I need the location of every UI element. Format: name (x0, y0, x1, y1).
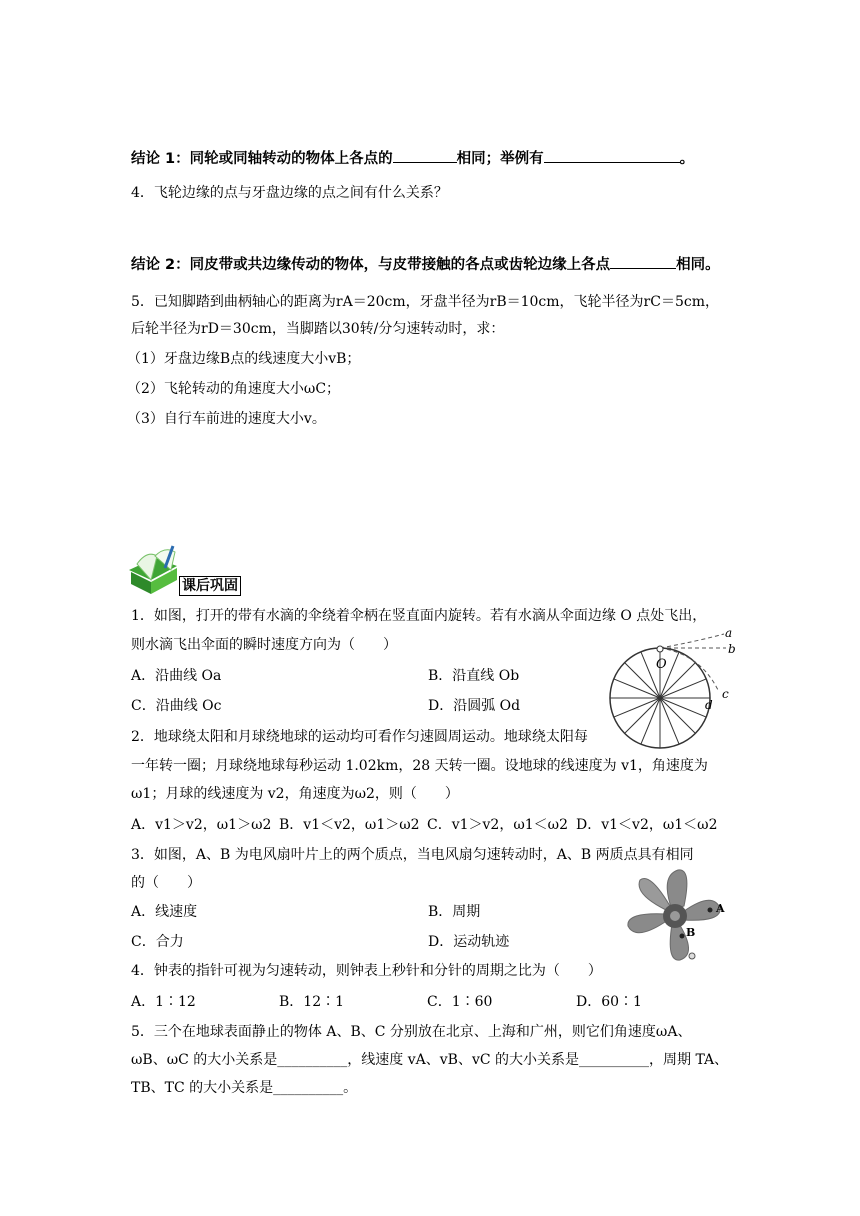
p3-option-d: D．运动轨迹 (428, 934, 510, 950)
p1-option-d: D．沿圆弧 Od (428, 698, 521, 714)
p4-option-b: B．12∶1 (279, 994, 345, 1010)
label-A: A (716, 902, 725, 915)
p2-option-d: D．v1＜v2，ω1＜ω2 (576, 817, 718, 833)
blank (610, 254, 676, 269)
question-5-line1: 5．已知脚踏到曲柄轴心的距离为rA＝20cm，牙盘半径为rB＝10cm，飞轮半径为rC＝5cm， (131, 294, 719, 310)
p2-line-3: ω1；月球的线速度为 v2，角速度为ω2，则（ ） (131, 786, 459, 802)
p4-stem: 4．钟表的指针可视为匀速转动，则钟表上秒针和分针的周期之比为（ ） (131, 963, 602, 979)
p2-option-b: B．v1＜v2，ω1＞ω2 (279, 817, 420, 833)
umbrella-spoke (625, 663, 660, 698)
blank (544, 148, 680, 163)
label-B: B (686, 926, 696, 939)
p3-option-a: A．线速度 (131, 904, 198, 920)
p4-option-d: D．60∶1 (576, 994, 642, 1010)
p2-line-2: 一年转一圈；月球绕地球每秒运动 1.02km，28 天转一圈。设地球的线速度为 v1，角速度为 (131, 758, 708, 774)
p1-stem-1: 1．如图，打开的带有水滴的伞绕着伞柄在竖直面内旋转。若有水滴从伞面边缘 O 点处飞出， (131, 608, 707, 624)
umbrella-figure (604, 624, 744, 752)
label-c: c (722, 687, 729, 701)
conclusion-1: 结论 1：同轮或同轴转动的物体上各点的 相同；举例有 。 (131, 148, 694, 169)
p1-option-c: C．沿曲线 Oc (131, 698, 222, 714)
p2-option-c: C．v1＞v2，ω1＜ω2 (427, 817, 568, 833)
p3-option-b: B．周期 (428, 904, 481, 920)
p3-line-2: 的（ ） (131, 875, 201, 891)
p4-option-c: C．1∶60 (427, 994, 493, 1010)
section-header (127, 544, 247, 596)
p1-stem-2: 则水滴飞出伞面的瞬时速度方向为（ ） (131, 637, 397, 653)
section-title: 课后巩固 (179, 576, 241, 596)
blank (393, 148, 457, 163)
label-o: O (656, 657, 667, 672)
question-5-sub2: （2）飞轮转动的角速度大小ωC； (127, 381, 341, 397)
question-5-line2: 后轮半径为rD＝30cm，当脚踏以30转/分匀速转动时，求： (131, 321, 505, 337)
p5-line-3: TB、TC 的大小关系是__________。 (131, 1080, 358, 1096)
p3-option-c: C．合力 (131, 934, 184, 950)
book-icon (127, 544, 187, 596)
question-5-sub1: （1）牙盘边缘B点的线速度大小vB； (127, 351, 361, 367)
p5-line-2: ωB、ωC 的大小关系是__________，线速度 vA、vB、vC 的大小关系是__________，周期 TA、 (131, 1052, 729, 1068)
label-a: a (725, 626, 733, 640)
question-4: 4．飞轮边缘的点与牙盘边缘的点之间有什么关系？ (131, 185, 448, 201)
p5-line-1: 5．三个在地球表面静止的物体 A、B、C 分别放在北京、上海和广州，则它们角速度ωA、 (131, 1024, 692, 1040)
p4-option-a: A．1∶12 (131, 994, 196, 1010)
umbrella-spoke (660, 698, 695, 733)
p1-option-b: B．沿直线 Ob (428, 668, 520, 684)
umbrella-spoke (625, 698, 660, 733)
question-5-sub3: （3）自行车前进的速度大小v。 (127, 411, 326, 427)
p3-line-1: 3．如图，A、B 为电风扇叶片上的两个质点，当电风扇匀速转动时，A、B 两质点具有相同 (131, 847, 694, 863)
conclusion-2: 结论 2：同皮带或共边缘传动的物体，与皮带接触的各点或齿轮边缘上各点 相同。 (131, 254, 720, 275)
label-d: d (705, 698, 713, 712)
p2-line-1: 2．地球绕太阳和月球绕地球的运动均可看作匀速圆周运动。地球绕太阳每 (131, 729, 588, 745)
p2-option-a: A．v1＞v2，ω1＞ω2 (131, 817, 272, 833)
p1-option-a: A．沿曲线 Oa (131, 668, 222, 684)
fan-figure (620, 866, 740, 966)
label-b: b (728, 642, 736, 656)
